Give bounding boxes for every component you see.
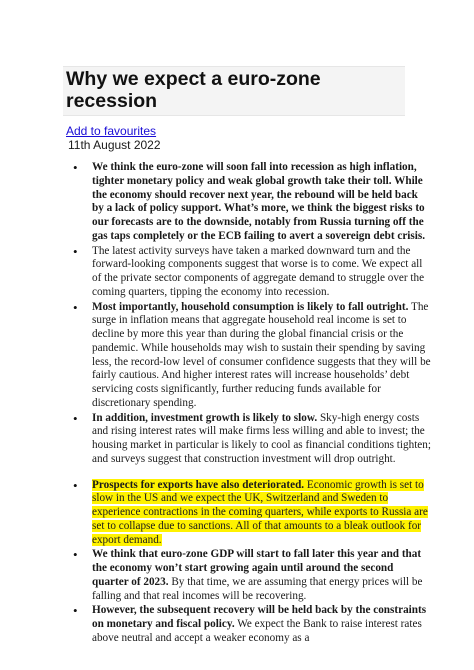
bullet-item-highlighted — [92, 479, 432, 548]
bullet-list — [68, 161, 432, 646]
bullet-item — [92, 548, 432, 603]
bullet-text: By that time, we are assuming that energy prices will be falling and that real incomes will be recovering. — [92, 575, 423, 602]
bullet-item — [92, 604, 432, 645]
bullet-bold-text: We think that euro-zone GDP will start to fall later this year and that the economy won’t start growing again until around the second quarter of 2023. — [92, 548, 422, 588]
bullet-text: Economic growth is set to slow in the US and we expect the UK, Switzerland and Sweden to experience contractions in the coming quarters, while exports to Russia are set to collapse due to sanctions. All of that amounts to a bleak outlook for export demand. — [92, 478, 428, 546]
bullet-text: Sky-high energy costs and rising interest rates will make firms less willing and able to invest; the housing market in particular is likely to cool as financial conditions tighten; and surveys suggest that construction investment will drop outright. — [92, 411, 431, 465]
bullet-bold-text: Most importantly, household consumption is likely to fall outright. — [92, 300, 409, 313]
bullet-item — [92, 245, 432, 300]
bullet-item — [92, 301, 432, 411]
bullet-text: The surge in inflation means that aggregate household real income is set to decline by more this year than during the global financial crisis or the pandemic. While households may wish to sustain their spending by saving less, the record-low level of consumer confidence suggests that they will be fairly cautious. And higher interest rates will increase households’ debt servicing costs significantly, further reducing funds available for discretionary spending. — [92, 300, 431, 409]
bullet-item — [92, 161, 432, 244]
bullet-text: The latest activity surveys have taken a marked downward turn and the forward-looking components suggest that worse is to come. We expect all of the private sector components of aggregate demand to struggle over the coming quarters, tipping the economy into recession. — [92, 244, 425, 298]
highlight — [92, 479, 428, 546]
bullet-bold-text: We think the euro-zone will soon fall into recession as high inflation, tighter monetary policy and weak global growth take their toll. While the economy should recover next year, the rebound will be held back by a lack of policy support. What’s more, we think the biggest risks to our forecasts are to the downside, notably from Russia turning off the gas taps completely or the ECB failing to avert a sovereign debt crisis. — [92, 161, 426, 242]
bullet-item — [92, 412, 432, 467]
bullet-bold-text: However, the subsequent recovery will be held back by the constraints on monetary and fiscal policy. — [92, 604, 427, 630]
bullet-text: We expect the Bank to raise interest rates above neutral and accept a weaker economy as a — [92, 618, 422, 644]
bullet-bold-text: Prospects for exports have also deteriorated. — [92, 478, 305, 491]
bullet-bold-text: In addition, investment growth is likely to slow. — [92, 411, 318, 424]
add-to-favourites-link[interactable]: Add to favourites — [66, 124, 157, 138]
article-date: 11th August 2022 — [68, 138, 161, 152]
article-title: Why we expect a euro-zone recession — [66, 68, 321, 112]
